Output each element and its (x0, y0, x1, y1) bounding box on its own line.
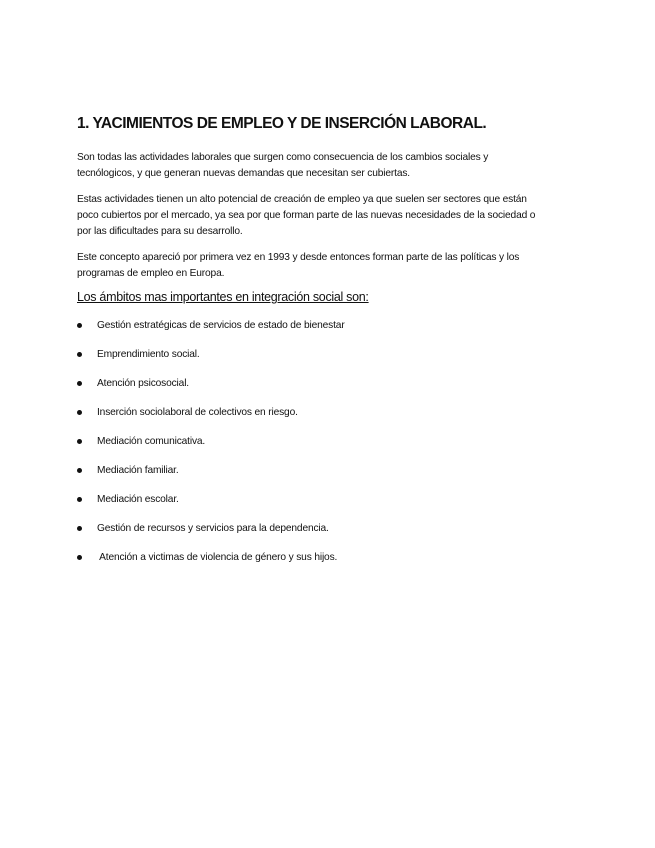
bullet-icon (77, 526, 82, 531)
bullet-icon (77, 410, 82, 415)
list-item-text: Mediación familiar. (97, 465, 179, 476)
section-heading: Los ámbitos mas importantes en integración social son: (77, 290, 369, 304)
paragraph-line: programas de empleo en Europa. (77, 268, 225, 279)
paragraph-line: Este concepto apareció por primera vez en 1993 y desde entonces forman parte de las políticas y los (77, 252, 520, 263)
list-item-text: Inserción sociolaboral de colectivos en riesgo. (97, 407, 298, 418)
list-item-text: Emprendimiento social. (97, 349, 200, 360)
bullet-icon (77, 468, 82, 473)
list-item (77, 463, 577, 478)
paragraph-origin (77, 250, 577, 282)
bullet-icon (77, 381, 82, 386)
bullet-icon (77, 497, 82, 502)
list-item-text: Gestión estratégicas de servicios de estado de bienestar (97, 320, 345, 331)
list-item-text: Atención a victimas de violencia de género y sus hijos. (97, 552, 338, 563)
list-item-text: Atención psicosocial. (97, 378, 189, 389)
list-item (77, 318, 577, 333)
list-item (77, 347, 577, 362)
paragraph-line: Son todas las actividades laborales que surgen como consecuencia de los cambios sociales y (77, 152, 489, 163)
paragraph-definition (77, 150, 577, 182)
list-item-text: Mediación escolar. (97, 494, 179, 505)
areas-list (77, 318, 577, 565)
paragraph-line: poco cubiertos por el mercado, ya sea por que forman parte de las nuevas necesidades de la sociedad o (77, 210, 536, 221)
list-item (77, 376, 577, 391)
document-title: 1. YACIMIENTOS DE EMPLEO Y DE INSERCIÓN LABORAL. (77, 115, 487, 132)
list-item (77, 492, 577, 507)
bullet-icon (77, 555, 82, 560)
paragraph-line: por las dificultades para su desarrollo. (77, 226, 243, 237)
list-item (77, 550, 577, 565)
list-item (77, 521, 577, 536)
document-body (77, 114, 577, 579)
list-item-text: Mediación comunicativa. (97, 436, 206, 447)
list-item (77, 405, 577, 420)
bullet-icon (77, 323, 82, 328)
list-item-text: Gestión de recursos y servicios para la dependencia. (97, 523, 329, 534)
paragraph-line: Estas actividades tienen un alto potencial de creación de empleo ya que suelen ser sectores que están (77, 194, 527, 205)
paragraph-potential (77, 192, 577, 240)
paragraph-line: tecnólogicos, y que generan nuevas demandas que necesitan ser cubiertas. (77, 168, 410, 179)
list-item (77, 434, 577, 449)
bullet-icon (77, 352, 82, 357)
bullet-icon (77, 439, 82, 444)
